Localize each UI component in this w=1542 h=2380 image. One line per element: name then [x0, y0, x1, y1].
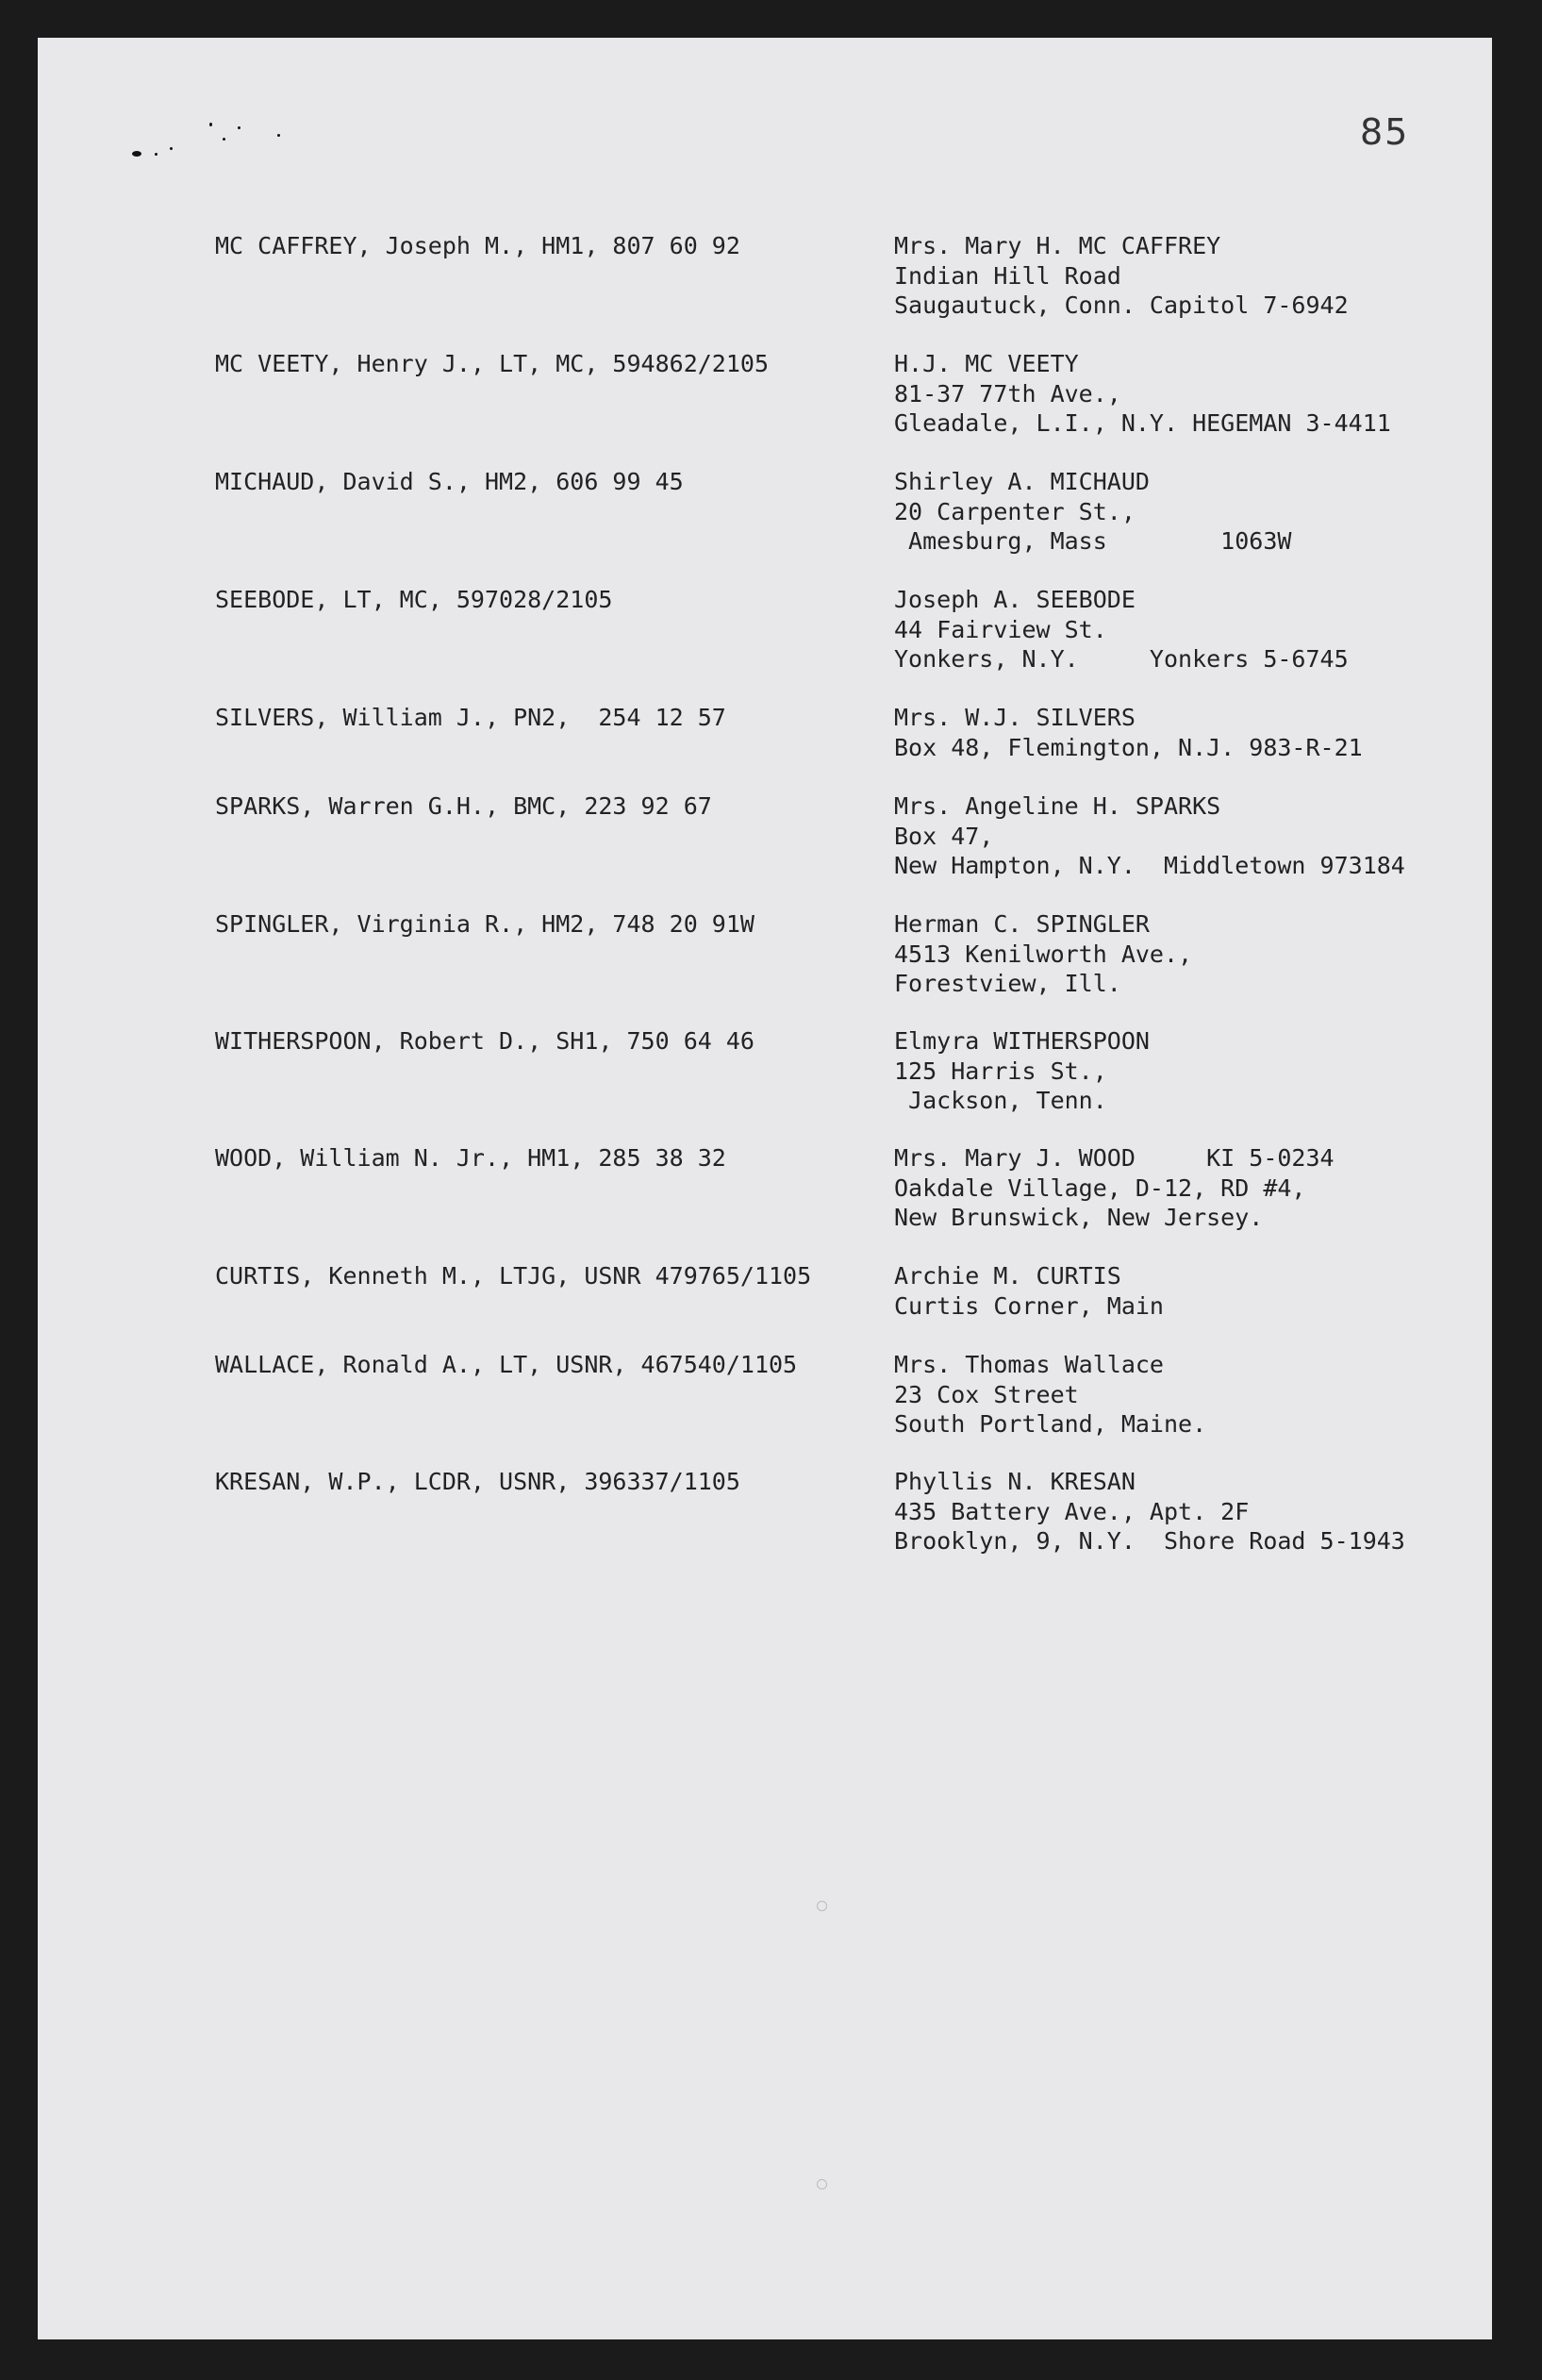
- person-line: SPARKS, Warren G.H., BMC, 223 92 67: [215, 792, 712, 820]
- address-line: Brooklyn, 9, N.Y. Shore Road 5-1943: [894, 1527, 1405, 1555]
- next-of-kin-address: [894, 1143, 1335, 1233]
- address-line: Saugautuck, Conn. Capitol 7-6942: [894, 291, 1349, 319]
- address-line: H.J. MC VEETY: [894, 350, 1079, 377]
- address-line: New Brunswick, New Jersey.: [894, 1204, 1264, 1231]
- person-line: WALLACE, Ronald A., LT, USNR, 467540/1105: [215, 1351, 798, 1378]
- address-line: Elmyra WITHERSPOON: [894, 1027, 1150, 1055]
- address-line: Jackson, Tenn.: [894, 1087, 1107, 1114]
- next-of-kin-address: [894, 1467, 1405, 1556]
- next-of-kin-address: [894, 349, 1391, 439]
- address-line: 125 Harris St.,: [894, 1057, 1107, 1085]
- address-line: Amesburg, Mass 1063W: [894, 527, 1292, 555]
- address-line: Herman C. SPINGLER: [894, 910, 1150, 938]
- address-line: Oakdale Village, D-12, RD #4,: [894, 1173, 1306, 1202]
- address-line: Box 47,: [894, 822, 994, 850]
- document-page: [38, 38, 1492, 2339]
- address-line: Archie M. CURTIS: [894, 1262, 1121, 1290]
- address-line: Mrs. Mary J. WOOD KI 5-0234: [894, 1144, 1335, 1172]
- person-line: KRESAN, W.P., LCDR, USNR, 396337/1105: [215, 1468, 740, 1495]
- person-line: WITHERSPOON, Robert D., SH1, 750 64 46: [215, 1027, 754, 1055]
- person-line: MICHAUD, David S., HM2, 606 99 45: [215, 468, 684, 495]
- person-line: SILVERS, William J., PN2, 254 12 57: [215, 704, 726, 731]
- next-of-kin-address: [894, 585, 1349, 674]
- address-line: South Portland, Maine.: [894, 1410, 1207, 1438]
- address-line: Mrs. Mary H. MC CAFFREY: [894, 232, 1221, 259]
- person-line: SPINGLER, Virginia R., HM2, 748 20 91W: [215, 910, 754, 938]
- page-number: 85: [1360, 111, 1410, 153]
- next-of-kin-address: [894, 231, 1349, 321]
- address-line: 20 Carpenter St.,: [894, 497, 1136, 525]
- next-of-kin-address: [894, 1350, 1206, 1440]
- person-line: MC CAFFREY, Joseph M., HM1, 807 60 92: [215, 232, 740, 259]
- address-line: Mrs. Angeline H. SPARKS: [894, 792, 1221, 820]
- next-of-kin-address: [894, 467, 1291, 557]
- address-line: 23 Cox Street: [894, 1380, 1079, 1408]
- address-line: Indian Hill Road: [894, 261, 1121, 290]
- person-line: SEEBODE, LT, MC, 597028/2105: [215, 586, 613, 613]
- address-line: Box 48, Flemington, N.J. 983-R-21: [894, 733, 1363, 761]
- address-line: New Hampton, N.Y. Middletown 973184: [894, 852, 1405, 879]
- next-of-kin-address: [894, 1261, 1164, 1321]
- scan-mark: [817, 2179, 827, 2189]
- address-line: Forestview, Ill.: [894, 970, 1121, 997]
- person-line: CURTIS, Kenneth M., LTJG, USNR 479765/1105: [215, 1262, 812, 1290]
- address-line: 44 Fairview St.: [894, 615, 1107, 643]
- address-line: 4513 Kenilworth Ave.,: [894, 940, 1193, 968]
- address-line: Yonkers, N.Y. Yonkers 5-6745: [894, 645, 1349, 673]
- address-line: Mrs. Thomas Wallace: [894, 1351, 1164, 1378]
- next-of-kin-address: [894, 791, 1405, 881]
- address-line: Phyllis N. KRESAN: [894, 1468, 1136, 1495]
- next-of-kin-address: [894, 1026, 1150, 1116]
- address-line: Curtis Corner, Main: [894, 1291, 1164, 1320]
- address-line: 81-37 77th Ave.,: [894, 379, 1121, 408]
- person-line: MC VEETY, Henry J., LT, MC, 594862/2105: [215, 350, 769, 377]
- address-line: Gleadale, L.I., N.Y. HEGEMAN 3-4411: [894, 409, 1391, 437]
- address-line: Mrs. W.J. SILVERS: [894, 704, 1136, 731]
- address-line: Shirley A. MICHAUD: [894, 468, 1150, 495]
- scan-mark: [817, 1901, 827, 1911]
- address-line: 435 Battery Ave., Apt. 2F: [894, 1497, 1250, 1525]
- next-of-kin-address: [894, 703, 1363, 762]
- person-line: WOOD, William N. Jr., HM1, 285 38 32: [215, 1144, 726, 1172]
- address-line: Joseph A. SEEBODE: [894, 586, 1136, 613]
- next-of-kin-address: [894, 909, 1192, 999]
